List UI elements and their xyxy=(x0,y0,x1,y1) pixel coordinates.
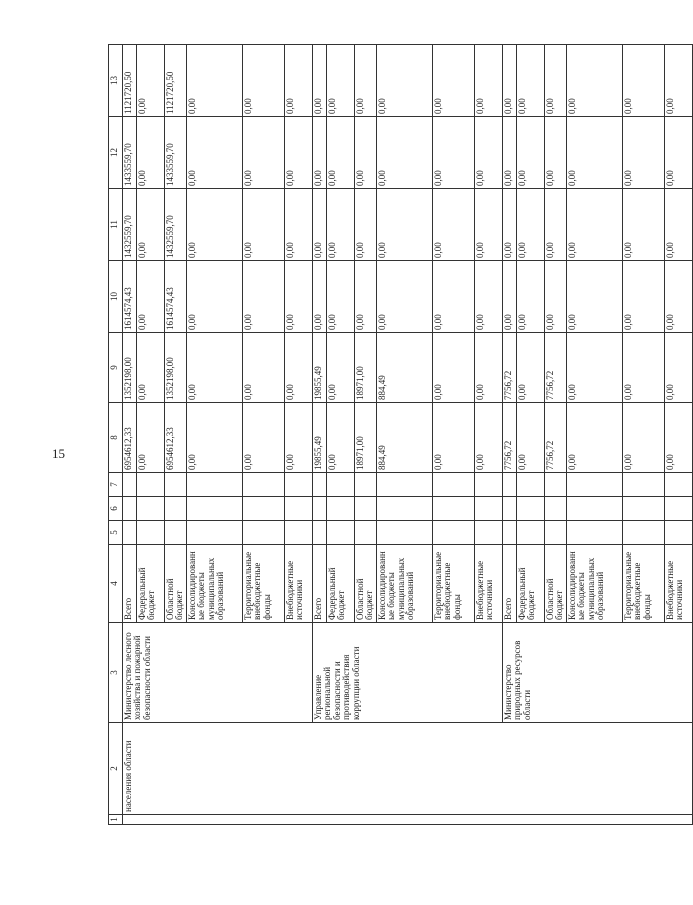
amount-cell-c10: 0,00 xyxy=(242,261,284,333)
amount-cell-c10: 0,00 xyxy=(516,261,544,333)
amount-cell-c12: 0,00 xyxy=(544,117,566,189)
col7-cell xyxy=(312,473,326,497)
col5-cell xyxy=(165,521,187,545)
col6-cell xyxy=(137,497,165,521)
col6-cell xyxy=(516,497,544,521)
amount-cell-c10: 1614574,43 xyxy=(165,261,187,333)
amount-cell-c13: 0,00 xyxy=(312,45,326,117)
amount-cell-c9: 7756,72 xyxy=(502,333,516,403)
amount-cell-c8: 0,00 xyxy=(284,403,312,473)
col5-cell xyxy=(516,521,544,545)
amount-cell-c13: 0,00 xyxy=(326,45,354,117)
amount-cell-c9: 0,00 xyxy=(326,333,354,403)
amount-cell-c12: 0,00 xyxy=(284,117,312,189)
col5-cell xyxy=(502,521,516,545)
column-number-header: 2 xyxy=(109,723,123,815)
amount-cell-c9: 19855,49 xyxy=(312,333,326,403)
amount-cell-c10: 0,00 xyxy=(326,261,354,333)
col6-cell xyxy=(544,497,566,521)
funding-source-cell: Всего xyxy=(312,545,326,623)
amount-cell-c11: 0,00 xyxy=(566,189,622,261)
col6-cell xyxy=(432,497,474,521)
table-row xyxy=(312,45,326,825)
col7-cell xyxy=(516,473,544,497)
table-row xyxy=(123,45,137,825)
amount-cell-c8: 0,00 xyxy=(622,403,664,473)
col5-cell xyxy=(474,521,502,545)
col5-cell xyxy=(326,521,354,545)
amount-cell-c11: 0,00 xyxy=(376,189,432,261)
funding-source-cell: Областной бюджет xyxy=(354,545,376,623)
funding-source-cell: Областной бюджет xyxy=(544,545,566,623)
amount-cell-c13: 0,00 xyxy=(284,45,312,117)
amount-cell-c8: 0,00 xyxy=(516,403,544,473)
executor-cell: Министерство природных ресурсов области xyxy=(502,623,692,723)
amount-cell-c11: 0,00 xyxy=(137,189,165,261)
col6-cell xyxy=(566,497,622,521)
column-number-header: 5 xyxy=(109,521,123,545)
col6-cell xyxy=(326,497,354,521)
amount-cell-c10: 0,00 xyxy=(502,261,516,333)
rotated-table-wrapper xyxy=(108,45,685,825)
amount-cell-c13: 0,00 xyxy=(664,45,692,117)
col5-cell xyxy=(242,521,284,545)
column-number-header: 12 xyxy=(109,117,123,189)
amount-cell-c10: 0,00 xyxy=(186,261,242,333)
amount-cell-c11: 0,00 xyxy=(622,189,664,261)
col5-cell xyxy=(664,521,692,545)
amount-cell-c8: 7756,72 xyxy=(544,403,566,473)
funding-source-cell: Консолидированные бюджеты муниципальных образований xyxy=(376,545,432,623)
amount-cell-c13: 0,00 xyxy=(516,45,544,117)
col7-cell xyxy=(123,473,137,497)
funding-source-cell: Внебюджетные источники xyxy=(284,545,312,623)
col6-cell xyxy=(376,497,432,521)
column-number-header: 11 xyxy=(109,189,123,261)
funding-source-cell: Всего xyxy=(123,545,137,623)
amount-cell-c10: 0,00 xyxy=(137,261,165,333)
col7-cell xyxy=(137,473,165,497)
amount-cell-c13: 1121720,50 xyxy=(123,45,137,117)
amount-cell-c13: 0,00 xyxy=(376,45,432,117)
amount-cell-c8: 7756,72 xyxy=(502,403,516,473)
amount-cell-c9: 0,00 xyxy=(284,333,312,403)
amount-cell-c8: 0,00 xyxy=(566,403,622,473)
amount-cell-c12: 0,00 xyxy=(622,117,664,189)
col6-cell xyxy=(354,497,376,521)
amount-cell-c12: 0,00 xyxy=(664,117,692,189)
col7-cell xyxy=(622,473,664,497)
amount-cell-c10: 0,00 xyxy=(622,261,664,333)
amount-cell-c12: 0,00 xyxy=(376,117,432,189)
col5-cell xyxy=(312,521,326,545)
amount-cell-c11: 0,00 xyxy=(312,189,326,261)
amount-cell-c11: 1432559,70 xyxy=(165,189,187,261)
column-number-header: 6 xyxy=(109,497,123,521)
col6-cell xyxy=(123,497,137,521)
amount-cell-c11: 0,00 xyxy=(354,189,376,261)
funding-source-cell: Консолидированные бюджеты муниципальных образований xyxy=(566,545,622,623)
col6-cell xyxy=(502,497,516,521)
amount-cell-c9: 0,00 xyxy=(242,333,284,403)
amount-cell-c12: 0,00 xyxy=(326,117,354,189)
amount-cell-c8: 18971,00 xyxy=(354,403,376,473)
amount-cell-c11: 0,00 xyxy=(242,189,284,261)
amount-cell-c10: 0,00 xyxy=(566,261,622,333)
amount-cell-c11: 0,00 xyxy=(326,189,354,261)
amount-cell-c13: 0,00 xyxy=(474,45,502,117)
amount-cell-c12: 0,00 xyxy=(432,117,474,189)
amount-cell-c12: 0,00 xyxy=(566,117,622,189)
page-number: 15 xyxy=(52,446,65,461)
col7-cell xyxy=(376,473,432,497)
col1-cell xyxy=(123,815,693,825)
col7-cell xyxy=(544,473,566,497)
funding-source-cell: Областной бюджет xyxy=(165,545,187,623)
col7-cell xyxy=(502,473,516,497)
column-number-header: 9 xyxy=(109,333,123,403)
amount-cell-c11: 0,00 xyxy=(516,189,544,261)
amount-cell-c13: 0,00 xyxy=(432,45,474,117)
col6-cell xyxy=(474,497,502,521)
amount-cell-c12: 0,00 xyxy=(474,117,502,189)
amount-cell-c12: 1433559,70 xyxy=(165,117,187,189)
amount-cell-c9: 0,00 xyxy=(566,333,622,403)
amount-cell-c9: 0,00 xyxy=(516,333,544,403)
amount-cell-c13: 0,00 xyxy=(354,45,376,117)
amount-cell-c12: 0,00 xyxy=(516,117,544,189)
table-row xyxy=(502,45,516,825)
amount-cell-c10: 0,00 xyxy=(284,261,312,333)
amount-cell-c12: 0,00 xyxy=(137,117,165,189)
col7-cell xyxy=(474,473,502,497)
amount-cell-c13: 0,00 xyxy=(566,45,622,117)
col5-cell xyxy=(354,521,376,545)
amount-cell-c9: 0,00 xyxy=(186,333,242,403)
amount-cell-c13: 0,00 xyxy=(622,45,664,117)
column-number-header: 10 xyxy=(109,261,123,333)
col5-cell xyxy=(284,521,312,545)
col5-cell xyxy=(544,521,566,545)
col2-cell: населения области xyxy=(123,723,693,815)
amount-cell-c10: 0,00 xyxy=(474,261,502,333)
col7-cell xyxy=(326,473,354,497)
amount-cell-c13: 0,00 xyxy=(502,45,516,117)
amount-cell-c10: 0,00 xyxy=(312,261,326,333)
column-number-header: 7 xyxy=(109,473,123,497)
amount-cell-c8: 0,00 xyxy=(137,403,165,473)
column-number-header: 1 xyxy=(109,815,123,825)
amount-cell-c12: 1433559,70 xyxy=(123,117,137,189)
amount-cell-c11: 0,00 xyxy=(432,189,474,261)
col7-cell xyxy=(242,473,284,497)
funding-source-cell: Территориальные внебюджетные фонды xyxy=(242,545,284,623)
amount-cell-c10: 0,00 xyxy=(354,261,376,333)
col5-cell xyxy=(186,521,242,545)
column-number-header: 3 xyxy=(109,623,123,723)
amount-cell-c11: 0,00 xyxy=(502,189,516,261)
column-number-header: 13 xyxy=(109,45,123,117)
amount-cell-c8: 19855,49 xyxy=(312,403,326,473)
col6-cell xyxy=(186,497,242,521)
funding-source-cell: Внебюджетные источники xyxy=(664,545,692,623)
amount-cell-c9: 18971,00 xyxy=(354,333,376,403)
col7-cell xyxy=(664,473,692,497)
amount-cell-c12: 0,00 xyxy=(354,117,376,189)
amount-cell-c10: 0,00 xyxy=(432,261,474,333)
amount-cell-c8: 6954612,33 xyxy=(123,403,137,473)
col7-cell xyxy=(432,473,474,497)
col7-cell xyxy=(354,473,376,497)
col6-cell xyxy=(312,497,326,521)
amount-cell-c11: 0,00 xyxy=(284,189,312,261)
funding-table xyxy=(108,44,693,825)
funding-source-cell: Всего xyxy=(502,545,516,623)
executor-cell: Министерство лесного хозяйства и пожарной безопасности области xyxy=(123,623,313,723)
col5-cell xyxy=(622,521,664,545)
amount-cell-c11: 0,00 xyxy=(664,189,692,261)
funding-source-cell: Консолидированные бюджеты муниципальных образований xyxy=(186,545,242,623)
amount-cell-c9: 1352198,00 xyxy=(123,333,137,403)
amount-cell-c12: 0,00 xyxy=(312,117,326,189)
executor-cell: Управление региональной безопасности и противодействия коррупции области xyxy=(312,623,502,723)
amount-cell-c9: 0,00 xyxy=(137,333,165,403)
amount-cell-c10: 0,00 xyxy=(376,261,432,333)
amount-cell-c10: 0,00 xyxy=(544,261,566,333)
amount-cell-c9: 884,49 xyxy=(376,333,432,403)
col5-cell xyxy=(376,521,432,545)
amount-cell-c9: 0,00 xyxy=(432,333,474,403)
col6-cell xyxy=(242,497,284,521)
funding-source-cell: Федеральный бюджет xyxy=(326,545,354,623)
amount-cell-c9: 0,00 xyxy=(622,333,664,403)
funding-source-cell: Внебюджетные источники xyxy=(474,545,502,623)
col6-cell xyxy=(165,497,187,521)
amount-cell-c9: 0,00 xyxy=(664,333,692,403)
amount-cell-c9: 0,00 xyxy=(474,333,502,403)
amount-cell-c11: 0,00 xyxy=(186,189,242,261)
amount-cell-c13: 0,00 xyxy=(544,45,566,117)
amount-cell-c9: 7756,72 xyxy=(544,333,566,403)
amount-cell-c8: 0,00 xyxy=(474,403,502,473)
col6-cell xyxy=(622,497,664,521)
amount-cell-c12: 0,00 xyxy=(502,117,516,189)
column-number-row xyxy=(109,45,123,825)
col6-cell xyxy=(664,497,692,521)
col6-cell xyxy=(284,497,312,521)
amount-cell-c11: 1432559,70 xyxy=(123,189,137,261)
col7-cell xyxy=(165,473,187,497)
amount-cell-c10: 0,00 xyxy=(664,261,692,333)
amount-cell-c8: 0,00 xyxy=(664,403,692,473)
col5-cell xyxy=(137,521,165,545)
column-number-header: 4 xyxy=(109,545,123,623)
col7-cell xyxy=(284,473,312,497)
amount-cell-c8: 0,00 xyxy=(242,403,284,473)
amount-cell-c13: 0,00 xyxy=(242,45,284,117)
amount-cell-c9: 1352198,00 xyxy=(165,333,187,403)
amount-cell-c8: 0,00 xyxy=(326,403,354,473)
amount-cell-c13: 0,00 xyxy=(186,45,242,117)
funding-source-cell: Территориальные внебюджетные фонды xyxy=(622,545,664,623)
amount-cell-c8: 6954612,33 xyxy=(165,403,187,473)
amount-cell-c13: 0,00 xyxy=(137,45,165,117)
amount-cell-c10: 1614574,43 xyxy=(123,261,137,333)
funding-source-cell: Федеральный бюджет xyxy=(516,545,544,623)
funding-source-cell: Территориальные внебюджетные фонды xyxy=(432,545,474,623)
col5-cell xyxy=(566,521,622,545)
amount-cell-c8: 0,00 xyxy=(432,403,474,473)
amount-cell-c12: 0,00 xyxy=(242,117,284,189)
amount-cell-c11: 0,00 xyxy=(544,189,566,261)
amount-cell-c8: 0,00 xyxy=(186,403,242,473)
amount-cell-c8: 884,49 xyxy=(376,403,432,473)
amount-cell-c11: 0,00 xyxy=(474,189,502,261)
col5-cell xyxy=(123,521,137,545)
col7-cell xyxy=(186,473,242,497)
column-number-header: 8 xyxy=(109,403,123,473)
col5-cell xyxy=(432,521,474,545)
amount-cell-c13: 1121720,50 xyxy=(165,45,187,117)
col7-cell xyxy=(566,473,622,497)
amount-cell-c12: 0,00 xyxy=(186,117,242,189)
funding-source-cell: Федеральный бюджет xyxy=(137,545,165,623)
